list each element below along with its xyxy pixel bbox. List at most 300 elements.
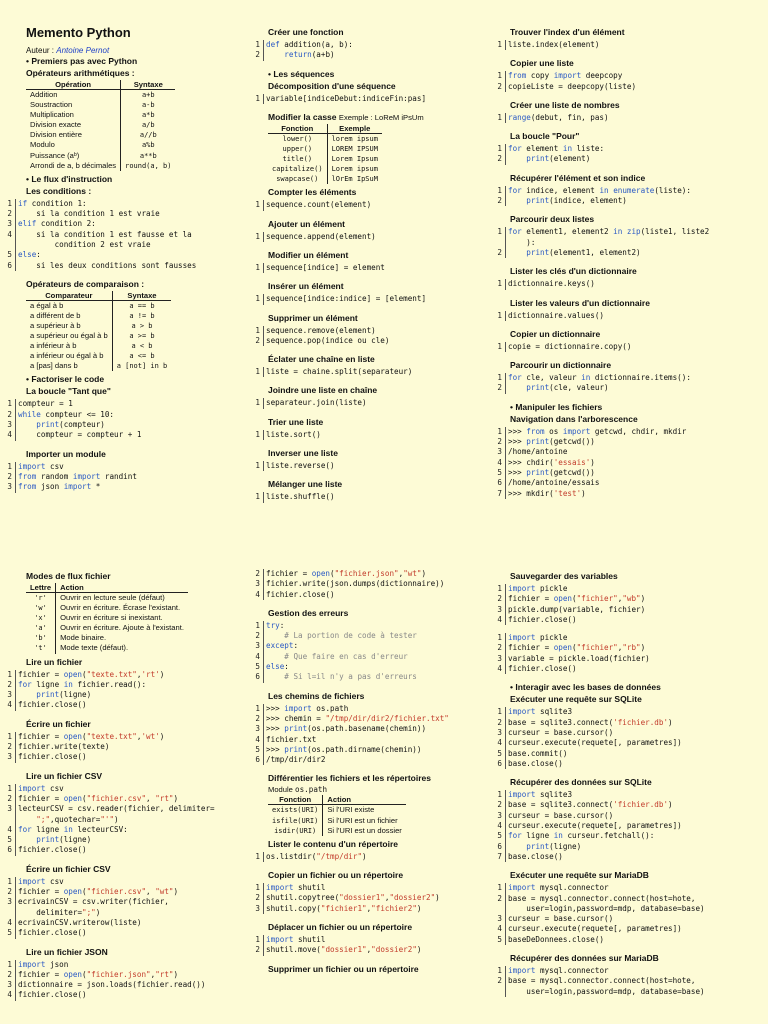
- code-text: base.close(): [508, 758, 563, 768]
- line-number: 2: [7, 679, 12, 689]
- table-row: [26, 120, 175, 130]
- code-text: for ligne in curseur.fetchall():: [508, 831, 655, 841]
- table-cell-key: a inférieur ou égal à b: [30, 351, 104, 361]
- code-block: [252, 461, 494, 471]
- table-row: [26, 643, 188, 653]
- table-cell-value: Mode texte (défaut).: [56, 643, 188, 653]
- code-block: [494, 342, 764, 352]
- section-heading: Supprimer un élément: [268, 312, 358, 323]
- code-text: pickle.dump(variable, fichier): [508, 604, 646, 614]
- code-text: shutil.move("dossier1","dossier2"): [266, 945, 422, 955]
- line-number: 4: [7, 700, 12, 710]
- table-cell-key: title(): [282, 155, 313, 164]
- code-line: [494, 842, 764, 852]
- code-text: curseur.execute(requete[, parametres]): [508, 738, 682, 748]
- line-number: 5: [497, 467, 502, 477]
- code-line: [252, 672, 494, 682]
- code-text: from random import randint: [18, 471, 137, 481]
- module-note: Module os.path: [268, 785, 328, 795]
- table-cell-key: a différent de b: [30, 310, 81, 320]
- code-line: [494, 427, 764, 437]
- line-number: 5: [7, 250, 12, 260]
- line-number: 4: [7, 824, 12, 834]
- section-heading: Lire un fichier JSON: [26, 946, 108, 957]
- table-row: [26, 593, 188, 604]
- table-cell-value: a == b: [112, 300, 171, 311]
- table-cell-value: a <= b: [112, 351, 171, 361]
- line-number: 1: [7, 198, 12, 208]
- table-cell-key: capitalize(): [272, 165, 323, 174]
- line-number: 4: [255, 651, 260, 661]
- code-block: [4, 960, 246, 1001]
- code-line: [252, 641, 494, 651]
- code-block: [252, 232, 494, 242]
- code-block: [252, 569, 494, 600]
- line-number: 1: [255, 231, 260, 241]
- code-text: fichier.close(): [266, 589, 335, 599]
- line-number: 1: [255, 461, 260, 471]
- section-heading: Gestion des erreurs: [268, 607, 349, 618]
- code-text: import shutil: [266, 934, 326, 944]
- section-heading: Parcourir un dictionnaire: [510, 360, 612, 371]
- line-number: 1: [497, 790, 502, 800]
- section-heading: Copier un dictionnaire: [510, 328, 601, 339]
- code-text: >>> from os import getcwd, chdir, mkdir: [508, 426, 687, 436]
- table-cell-value: a**b: [121, 151, 176, 161]
- code-line: [4, 680, 246, 690]
- code-text: print(ligne): [36, 690, 92, 700]
- code-text: fichier.close(): [18, 752, 87, 762]
- line-number: 1: [497, 144, 502, 154]
- code-text: base = mysql.connector.connect(host=hote, user=login,password=mdp, database=base): [508, 976, 705, 996]
- code-text: liste.reverse(): [266, 461, 335, 471]
- code-block: [494, 707, 764, 769]
- code-line: [4, 410, 246, 420]
- table-row: [26, 321, 171, 331]
- section-heading: Récupérer des données sur SQLite: [510, 777, 652, 788]
- code-text: fichier = open("texte.txt",'rt'): [18, 669, 165, 679]
- line-number: 4: [497, 738, 502, 748]
- table-cell-key: 'a': [34, 624, 47, 633]
- line-number: 5: [255, 744, 260, 754]
- code-line: [4, 835, 246, 845]
- code-line: [252, 263, 494, 273]
- code-text: separateur.join(liste): [266, 398, 367, 408]
- table-row: [26, 161, 175, 171]
- line-number: 2: [255, 569, 260, 578]
- code-text: for indice, element in enumerate(liste):: [508, 185, 691, 195]
- line-number: 1: [255, 851, 260, 861]
- code-line: [4, 784, 246, 794]
- code-text: fichier = open("fichier.json","rt"): [18, 969, 179, 979]
- line-number: 1: [7, 669, 12, 679]
- line-number: 1: [7, 959, 12, 969]
- code-line: [252, 714, 494, 724]
- table-row: [268, 174, 382, 184]
- line-number: 3: [7, 219, 12, 229]
- code-text: fichier = open("fichier.csv", "wt"): [18, 887, 179, 897]
- code-line: [494, 643, 764, 653]
- code-block: [494, 227, 764, 258]
- code-text: shutil.copytree("dossier1","dossier2"): [266, 893, 440, 903]
- section-heading: Trouver l'index d'un élément: [510, 27, 625, 37]
- line-number: 3: [7, 804, 12, 814]
- line-number: 1: [497, 341, 502, 351]
- code-text: /home/antoine/essais: [508, 478, 600, 488]
- table-cell-value: a*b: [121, 110, 176, 120]
- code-block: [4, 462, 246, 493]
- line-number: 2: [7, 793, 12, 803]
- code-text: except:: [266, 641, 299, 651]
- section-heading: Compter les éléments: [268, 187, 357, 198]
- code-line: [252, 735, 494, 745]
- table-row: [26, 613, 188, 623]
- table-cell-value: round(a, b): [121, 161, 176, 171]
- table-cell-value: Ouvrir en écriture. Ajoute à l'existant.: [56, 623, 188, 633]
- line-number: 2: [497, 643, 502, 653]
- line-number: 1: [7, 876, 12, 886]
- section-heading: Les chemins de fichiers: [268, 690, 365, 701]
- line-number: 6: [497, 841, 502, 851]
- code-line: [494, 738, 764, 748]
- table-cell-value: Ouvrir en lecture seule (défaut): [56, 593, 188, 604]
- line-number: 5: [497, 831, 502, 841]
- code-line: [4, 970, 246, 980]
- line-number: 3: [255, 903, 260, 913]
- line-number: 2: [255, 945, 260, 955]
- code-line: [252, 935, 494, 945]
- code-line: [494, 935, 764, 945]
- table-cell-value: a%b: [121, 140, 176, 150]
- code-line: [494, 605, 764, 615]
- code-text: curseur = base.cursor(): [508, 914, 614, 924]
- table-cell-value: lorem ipsum: [327, 133, 382, 144]
- line-number: 3: [7, 980, 12, 990]
- table-cell-value: Si l'URI est un dossier: [323, 826, 406, 836]
- line-number: 4: [497, 924, 502, 934]
- code-line: [494, 594, 764, 604]
- table-cell-value: Mode binaire.: [56, 633, 188, 643]
- section-heading: Créer une fonction: [268, 27, 344, 37]
- code-line: [494, 831, 764, 841]
- code-text: import sqlite3: [508, 707, 573, 717]
- code-text: print(element1, element2): [526, 247, 641, 257]
- code-line: [494, 821, 764, 831]
- table-cell-key: upper(): [282, 144, 313, 153]
- section-heading: Exécuter une requête sur MariaDB: [510, 870, 649, 881]
- line-number: 6: [497, 758, 502, 768]
- code-line: [494, 468, 764, 478]
- section-heading: Lister le contenu d'un répertoire: [268, 838, 399, 849]
- section-heading: Lister les valeurs d'un dictionnaire: [510, 297, 650, 308]
- table-cell-key: exists(URI): [272, 806, 319, 815]
- table-row: [26, 300, 171, 311]
- code-text: copieListe = deepcopy(liste): [508, 81, 637, 91]
- code-line: [4, 887, 246, 897]
- author-prefix: Auteur :: [26, 46, 55, 55]
- code-text: baseDeDonnees.close(): [508, 934, 605, 944]
- code-block: [494, 311, 764, 321]
- code-line: [494, 664, 764, 674]
- line-number: 1: [497, 373, 502, 383]
- code-line: [494, 447, 764, 457]
- section-heading: La boucle "Tant que": [26, 386, 111, 397]
- table-cell-value: Ouvrir en écriture. Écrase l'existant.: [56, 603, 188, 613]
- code-line: [494, 633, 764, 643]
- line-number: 2: [497, 247, 502, 257]
- code-block: [494, 584, 764, 625]
- code-text: fichier = open("fichier.csv", "rt"): [18, 793, 179, 803]
- table-row: [26, 151, 175, 161]
- code-block: [494, 633, 764, 674]
- code-text: >>> chdir('essais'): [508, 457, 595, 467]
- code-text: compteur = compteur + 1: [18, 430, 142, 440]
- code-text: >>> import os.path: [266, 703, 349, 713]
- code-line: [494, 227, 764, 248]
- code-line: [494, 248, 764, 258]
- line-number: 3: [497, 810, 502, 820]
- code-text: print(ligne): [526, 841, 582, 851]
- table-row: [268, 816, 406, 826]
- section-heading: Écrire un fichier CSV: [26, 863, 111, 874]
- line-number: 4: [497, 821, 502, 831]
- code-text: elif condition 2:: [18, 219, 96, 229]
- code-block: [252, 621, 494, 683]
- line-number: 2: [497, 437, 502, 447]
- line-number: 3: [497, 653, 502, 663]
- code-block: [252, 263, 494, 273]
- code-text: print(element): [526, 154, 591, 164]
- code-block: [252, 294, 494, 304]
- line-number: 1: [255, 398, 260, 408]
- code-text: fichier.txt: [266, 734, 317, 744]
- code-line: [494, 311, 764, 321]
- code-block: [494, 427, 764, 499]
- code-text: while compteur <= 10:: [18, 409, 115, 419]
- code-text: os.listdir("/tmp/dir"): [266, 851, 367, 861]
- line-number: 3: [255, 724, 260, 734]
- code-line: [4, 670, 246, 680]
- code-line: [252, 755, 494, 765]
- section-heading: Insérer un élément: [268, 281, 344, 292]
- code-text: lecteurCSV = csv.reader(fichier, delimiter= ";",quotechar="'"): [18, 804, 215, 824]
- code-text: fichier.close(): [18, 990, 87, 1000]
- code-text: dictionnaire.keys(): [508, 279, 595, 289]
- code-line: [4, 897, 246, 918]
- code-text: /tmp/dir/dir2: [266, 755, 326, 765]
- table-row: [26, 633, 188, 643]
- code-block: [4, 399, 246, 440]
- line-number: 2: [7, 742, 12, 752]
- code-text: import mysql.connector: [508, 966, 609, 976]
- code-block: [494, 144, 764, 165]
- table-row: [26, 90, 175, 101]
- code-text: def addition(a, b):: [266, 40, 353, 49]
- author-line: [26, 46, 246, 55]
- section-heading: Créer une liste de nombres: [510, 99, 620, 110]
- line-number: 4: [497, 664, 502, 674]
- table-row: [268, 164, 382, 174]
- table-cell-value: a//b: [121, 130, 176, 140]
- code-line: [494, 976, 764, 997]
- line-number: 1: [497, 707, 502, 717]
- code-line: [494, 584, 764, 594]
- table-row: [26, 361, 171, 371]
- table-cell-value: LOREM IPSUM: [327, 144, 382, 154]
- code-text: try:: [266, 620, 285, 630]
- line-number: 1: [497, 279, 502, 289]
- section-heading: Joindre une liste en chaîne: [268, 385, 378, 396]
- line-number: 1: [497, 227, 502, 237]
- code-line: [494, 728, 764, 738]
- table-cell-value: a [not] in b: [112, 361, 171, 371]
- table-cell-key: 'r': [34, 594, 47, 602]
- line-number: 4: [255, 589, 260, 599]
- code-line: [252, 745, 494, 755]
- code-text: dictionnaire.values(): [508, 310, 605, 320]
- line-number: 2: [497, 893, 502, 903]
- line-number: 1: [497, 185, 502, 195]
- table-cell-key: Addition: [30, 90, 58, 99]
- table-cell-value: a < b: [112, 341, 171, 351]
- line-number: 2: [7, 969, 12, 979]
- code-text: liste = chaine.split(separateur): [266, 367, 413, 377]
- line-number: 1: [255, 262, 260, 272]
- code-block: [252, 883, 494, 914]
- line-number: 7: [497, 488, 502, 498]
- code-block: [494, 186, 764, 207]
- code-block: [252, 852, 494, 862]
- code-line: [4, 690, 246, 700]
- code-text: compteur = 1: [18, 399, 73, 409]
- code-block: [252, 704, 494, 766]
- code-block: [252, 94, 494, 104]
- code-text: # Que faire en cas d'erreur: [284, 651, 408, 661]
- section-heading: Éclater une chaîne en liste: [268, 354, 375, 365]
- section-heading: Navigation dans l'arborescence: [510, 413, 638, 424]
- code-line: [252, 326, 494, 336]
- code-block: [494, 373, 764, 394]
- code-block: [4, 670, 246, 711]
- code-line: [4, 261, 246, 271]
- code-block: [494, 790, 764, 862]
- line-number: 3: [497, 914, 502, 924]
- code-line: [494, 437, 764, 447]
- code-text: fichier = open("fichier","wb"): [508, 594, 646, 604]
- code-text: import pickle: [508, 584, 568, 593]
- code-text: import json: [18, 959, 69, 969]
- line-number: 1: [255, 934, 260, 944]
- code-text: else:: [266, 662, 289, 672]
- page-title: Memento Python: [26, 25, 131, 40]
- table-cell-value: Lorem Ipsum: [327, 154, 382, 164]
- code-text: fichier = open("texte.txt",'wt'): [18, 731, 165, 741]
- code-text: liste.shuffle(): [266, 492, 335, 502]
- line-number: 3: [7, 897, 12, 907]
- code-line: [252, 852, 494, 862]
- top-left-column: [4, 25, 246, 501]
- line-number: 4: [7, 430, 12, 440]
- code-line: [4, 990, 246, 1000]
- line-number: 2: [497, 717, 502, 727]
- code-text: import csv: [18, 876, 64, 886]
- line-number: 1: [497, 71, 502, 81]
- section-heading: Lire un fichier CSV: [26, 770, 103, 781]
- section-heading: Lister les clés d'un dictionnaire: [510, 266, 637, 277]
- line-number: 2: [497, 196, 502, 206]
- code-line: [494, 458, 764, 468]
- section-heading: Récupérer l'élément et son indice: [510, 172, 646, 183]
- line-number: 1: [7, 399, 12, 409]
- table-cell-key: a supérieur à b: [30, 321, 81, 331]
- code-line: [494, 749, 764, 759]
- code-text: import sqlite3: [508, 790, 573, 800]
- code-block: [4, 784, 246, 856]
- line-number: 1: [497, 112, 502, 122]
- line-number: 1: [7, 783, 12, 793]
- line-number: 3: [497, 727, 502, 737]
- line-number: 1: [255, 883, 260, 893]
- code-text: for element in liste:: [508, 144, 605, 154]
- code-text: fichier.close(): [18, 845, 87, 855]
- table-row: [26, 311, 171, 321]
- section-heading: Copier un fichier ou un répertoire: [268, 870, 404, 881]
- code-line: [4, 794, 246, 804]
- code-line: [4, 482, 246, 492]
- table-cell-value: a-b: [121, 100, 176, 110]
- code-line: [252, 579, 494, 589]
- line-number: 1: [497, 633, 502, 643]
- line-number: 6: [7, 260, 12, 270]
- bottom-left-column: [4, 569, 246, 1009]
- code-text: base = mysql.connector.connect(host=hote, user=login,password=mdp, database=base): [508, 893, 705, 913]
- section-bullet: • Factoriser le code: [26, 374, 105, 385]
- code-line: [4, 472, 246, 482]
- code-text: # La portion de code à tester: [284, 631, 417, 641]
- code-line: [494, 373, 764, 383]
- code-line: [252, 461, 494, 471]
- line-number: 5: [7, 928, 12, 938]
- code-text: >>> print(os.path.basename(chemin)): [266, 724, 427, 734]
- code-text: for ligne in lecteurCSV:: [18, 824, 128, 834]
- code-block: [494, 966, 764, 997]
- code-line: [252, 724, 494, 734]
- code-text: >>> print(getcwd()): [508, 437, 595, 447]
- table-cell-key: a égal à b: [30, 300, 64, 310]
- code-block: [252, 935, 494, 956]
- line-number: 3: [255, 641, 260, 651]
- line-number: 1: [255, 325, 260, 335]
- code-line: [252, 569, 494, 579]
- line-number: 2: [7, 471, 12, 481]
- line-number: 2: [255, 713, 260, 723]
- author-name: Antoine Pernot: [56, 46, 110, 55]
- code-line: [4, 430, 246, 440]
- table-cell-key: lower(): [282, 134, 313, 143]
- line-number: 2: [497, 81, 502, 91]
- code-line: [4, 825, 246, 835]
- line-number: 3: [7, 690, 12, 700]
- line-number: 2: [7, 887, 12, 897]
- line-number: 2: [497, 976, 502, 986]
- table-cell-value: Si l'URI existe: [323, 805, 406, 816]
- code-line: [252, 40, 494, 50]
- code-line: [494, 914, 764, 924]
- line-number: 2: [497, 383, 502, 393]
- code-text: fichier.close(): [508, 614, 577, 624]
- code-block: [252, 367, 494, 377]
- section-heading: Déplacer un fichier ou un répertoire: [268, 921, 413, 932]
